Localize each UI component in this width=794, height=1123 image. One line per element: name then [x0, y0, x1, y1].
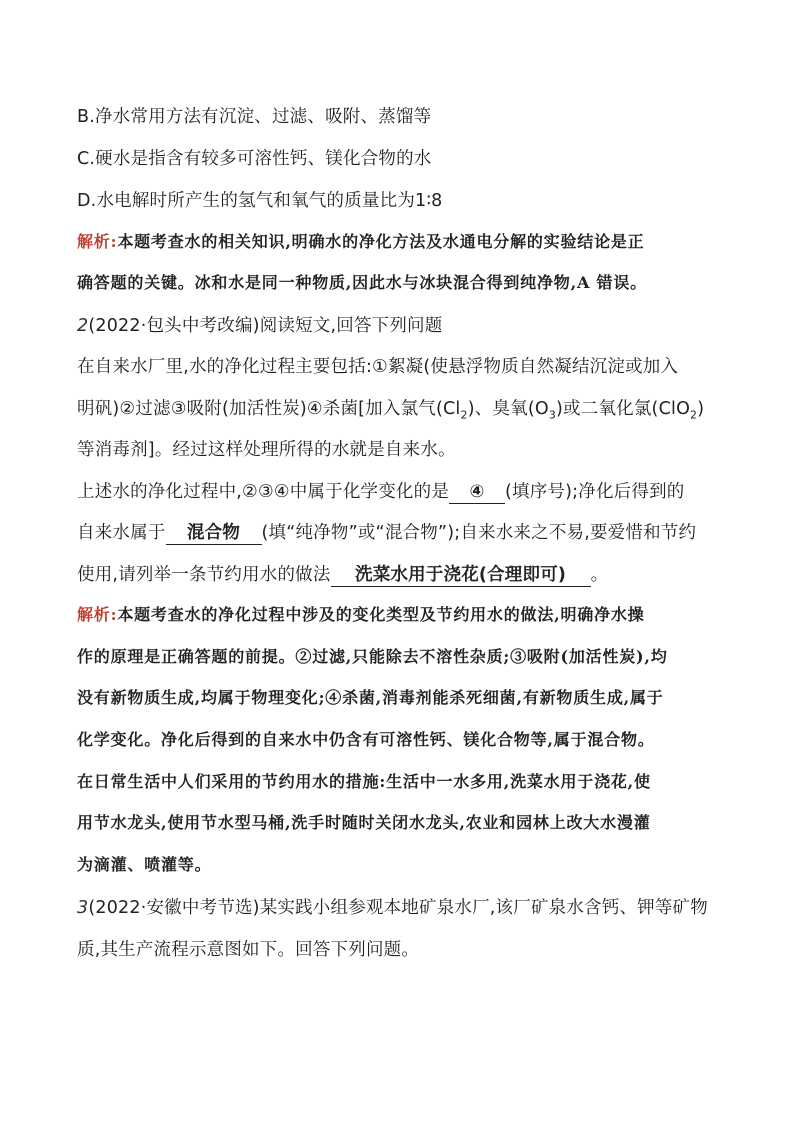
solution-tag: 解析: — [77, 232, 118, 251]
question-number: 2 — [77, 316, 89, 336]
q2-header — [77, 314, 442, 338]
q2-question-line1: 上述水的净化过程中,②③④中属于化学变化的是 ④ (填序号);净化后得到的 — [77, 482, 685, 502]
solution2-line5: 在日常生活中人们采用的节约用水的措施:生活中一水多用,洗菜水用于浇花,使 — [77, 772, 651, 791]
solution2-line6: 用节水龙头,使用节水型马桶,洗手时随时关闭水龙头,农业和园林上改大水漫灌 — [77, 813, 651, 832]
question-number: 3 — [77, 898, 89, 918]
q2-question-line2: 自来水属于 混合物 (填“纯净物”或“混合物”);自来水来之不易,要爱惜和节约 — [77, 523, 697, 543]
answer-blank-2: 混合物 — [166, 522, 262, 545]
q2-source: (2022·包头中考改编)阅读短文,回答下列问题 — [88, 316, 443, 336]
option-d: D.水电解时所产生的氢气和氧气的质量比为1∶8 — [77, 191, 443, 211]
q2-passage-line2: 明矾)②过滤③吸附(加活性炭)④杀菌[加入氯气$(Cl_2)$、臭氧$(O_3)$或二氧化氯(ClO$_2$) — [77, 399, 705, 422]
answer-blank-1: ④ — [449, 481, 505, 504]
solution2-line2: 作的原理是正确答题的前提。②过滤,只能除去不溶性杂质;③吸附(加活性炭),均 — [77, 647, 668, 666]
solution-tag: 解析: — [77, 605, 118, 624]
q3-line1: 3(2022·安徽中考节选)某实践小组参观本地矿泉水厂,该厂矿泉水含钙、钾等矿物 — [77, 898, 708, 918]
q2-question-line3: 使用,请列举一条节约用水的做法 洗菜水用于浇花(合理即可) 。 — [77, 565, 609, 585]
solution2-line3: 没有新物质生成,均属于物理变化;④杀菌,消毒剂能杀死细菌,有新物质生成,属于 — [77, 688, 664, 707]
option-c: C.硬水是指含有较多可溶性钙、镁化合物的水 — [77, 149, 432, 169]
solution2-line4: 化学变化。净化后得到的自来水中仍含有可溶性钙、镁化合物等,属于混合物。 — [77, 730, 655, 749]
q3-line2: 质,其生产流程示意图如下。回答下列问题。 — [77, 940, 420, 960]
solution1-line2: 确答题的关键。冰和水是同一种物质,因此水与冰块混合得到纯净物,A 错误。 — [77, 273, 647, 292]
answer-blank-3: 洗菜水用于浇花(合理即可) — [331, 564, 591, 587]
q2-passage-line3: 等消毒剂]。经过这样处理所得的水就是自来水。 — [77, 440, 456, 460]
solution2-line7: 为滴灌、喷灌等。 — [77, 855, 212, 874]
option-b: B.净水常用方法有沉淀、过滤、吸附、蒸馏等 — [77, 107, 432, 127]
solution1-line1: 解析:本题考查水的相关知识,明确水的净化方法及水通电分解的实验结论是正 — [77, 232, 645, 251]
solution2-line1: 解析:本题考查水的净化过程中涉及的变化类型及节约用水的做法,明确净水操 — [77, 605, 645, 624]
q2-passage-line1: 在自来水厂里,水的净化过程主要包括:①絮凝(使悬浮物质自然凝结沉淀或加入 — [77, 357, 679, 377]
